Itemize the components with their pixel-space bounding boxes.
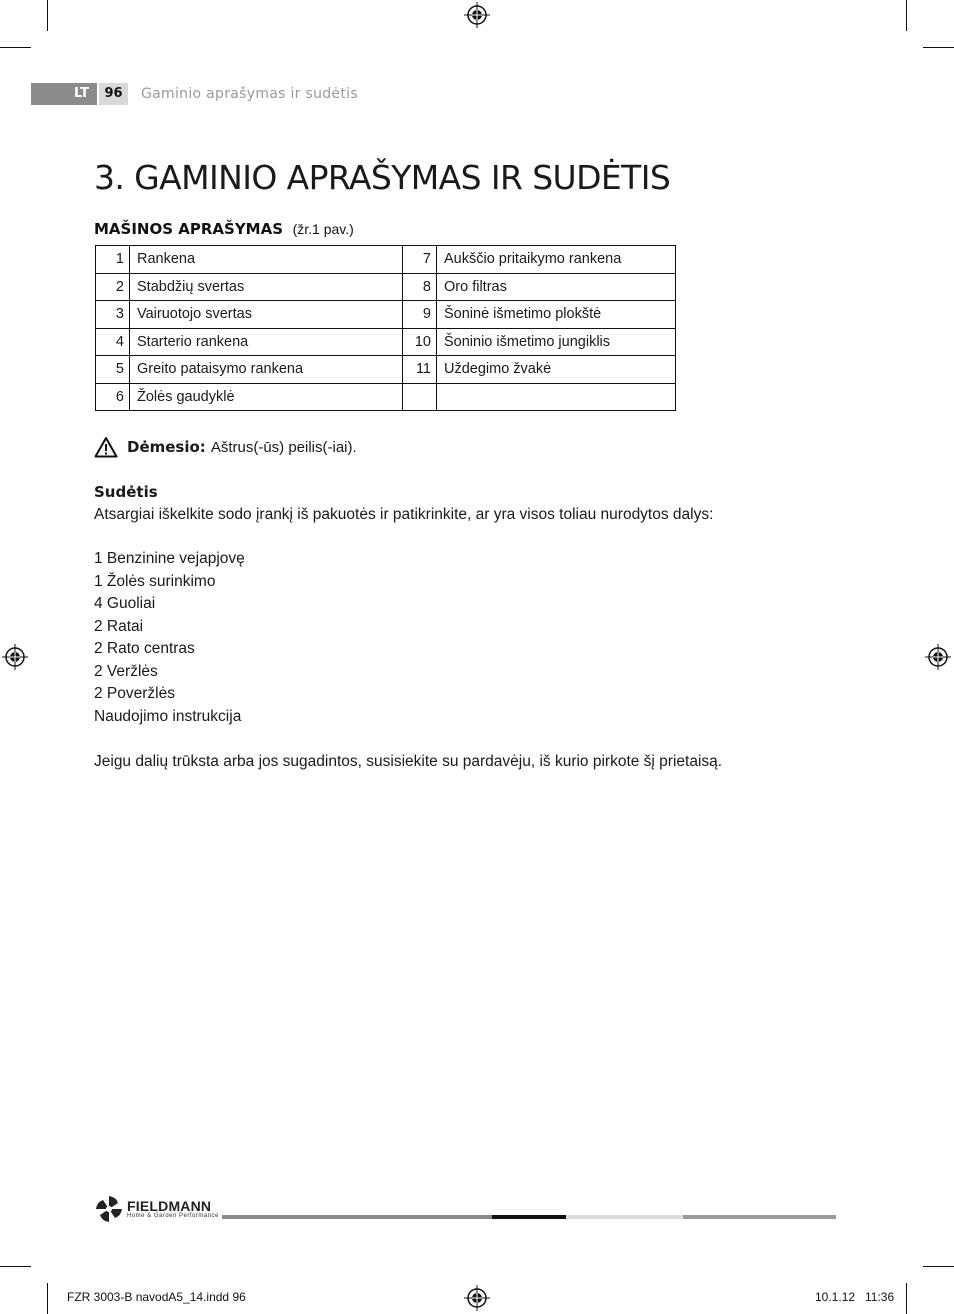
warning-label: Dėmesio: — [127, 438, 206, 456]
list-item: 1 Žolės surinkimo — [94, 573, 216, 590]
part-label: Uždegimo žvakė — [437, 356, 676, 384]
part-label: Šoninė išmetimo plokštė — [437, 301, 676, 329]
footer-bar — [492, 1215, 566, 1219]
list-item: Naudojimo instrukcija — [94, 708, 242, 725]
registration-mark-icon — [925, 644, 951, 670]
part-number: 1 — [96, 246, 130, 274]
part-label: Rankena — [130, 246, 403, 274]
crop-mark — [0, 47, 31, 48]
table-row — [96, 246, 676, 274]
running-title: Gaminio aprašymas ir sudėtis — [141, 86, 358, 102]
list-item: 4 Guoliai — [94, 595, 156, 612]
part-number: 7 — [403, 246, 437, 274]
parts-table — [95, 245, 676, 411]
part-number: 9 — [403, 301, 437, 329]
table-row — [96, 383, 676, 411]
part-number: 5 — [96, 356, 130, 384]
figure-reference: (žr.1 pav.) — [292, 221, 354, 237]
list-item: 2 Veržlės — [94, 663, 158, 680]
contents-heading: Sudėtis — [94, 483, 158, 501]
part-label: Žolės gaudyklė — [130, 383, 403, 411]
slug-date: 10.1.12 — [815, 1290, 856, 1304]
table-row — [96, 328, 676, 356]
list-item: 2 Poveržlės — [94, 685, 175, 702]
file-slug: FZR 3003-B navodA5_14.indd 96 — [67, 1290, 246, 1304]
list-item: 2 Ratai — [94, 618, 144, 635]
section-heading: MAŠINOS APRAŠYMAS — [94, 220, 284, 238]
crop-mark — [0, 1266, 31, 1267]
part-number — [403, 383, 437, 411]
contents-intro: Atsargiai iškelkite sodo įrankį iš pakuotės ir patikrinkite, ar yra visos toliau nurodytos dalys: — [94, 506, 714, 523]
part-number: 11 — [403, 356, 437, 384]
brand-logo — [94, 1194, 222, 1224]
crop-mark — [923, 47, 954, 48]
fan-logo-icon — [94, 1194, 124, 1224]
list-item: 1 Benzinine vejapjovę — [94, 550, 245, 567]
table-row — [96, 273, 676, 301]
crop-mark — [47, 1283, 48, 1314]
part-number: 10 — [403, 328, 437, 356]
part-number: 3 — [96, 301, 130, 329]
part-label — [437, 383, 676, 411]
part-number: 6 — [96, 383, 130, 411]
crop-mark — [47, 0, 48, 31]
part-label: Greito pataisymo rankena — [130, 356, 403, 384]
warning-note — [94, 436, 357, 458]
registration-mark-icon — [2, 644, 28, 670]
warning-icon — [94, 436, 118, 458]
footer-bar — [566, 1215, 683, 1219]
page-title: 3. GAMINIO APRAŠYMAS IR SUDĖTIS — [94, 158, 671, 197]
table-row — [96, 301, 676, 329]
contents-note: Jeigu dalių trūksta arba jos sugadintos, susisiekite su pardavėju, iš kurio pirkote šį prietaisą. — [94, 753, 723, 770]
brand-tagline: Home & Garden Performance — [127, 1213, 219, 1219]
part-number: 8 — [403, 273, 437, 301]
warning-text: Aštrus(-ūs) peilis(-iai). — [210, 438, 357, 456]
crop-mark — [906, 1283, 907, 1314]
footer-bar — [683, 1215, 836, 1219]
part-label: Aukščio pritaikymo rankena — [437, 246, 676, 274]
part-number: 2 — [96, 273, 130, 301]
crop-mark — [906, 0, 907, 31]
part-label: Stabdžių svertas — [130, 273, 403, 301]
registration-mark-icon — [464, 2, 490, 28]
part-label: Starterio rankena — [130, 328, 403, 356]
part-number: 4 — [96, 328, 130, 356]
table-row — [96, 356, 676, 384]
page-number: 96 — [99, 83, 128, 105]
crop-mark — [923, 1266, 954, 1267]
part-label: Šoninio išmetimo jungiklis — [437, 328, 676, 356]
language-code: LT — [74, 86, 89, 101]
part-label: Vairuotojo svertas — [130, 301, 403, 329]
list-item: 2 Rato centras — [94, 640, 195, 657]
machine-description-heading — [94, 220, 354, 238]
slug-time: 11:36 — [865, 1290, 895, 1304]
part-label: Oro filtras — [437, 273, 676, 301]
brand-name: FIELDMANN — [127, 1198, 212, 1214]
registration-mark-icon — [464, 1285, 490, 1311]
footer-bar — [222, 1215, 492, 1219]
